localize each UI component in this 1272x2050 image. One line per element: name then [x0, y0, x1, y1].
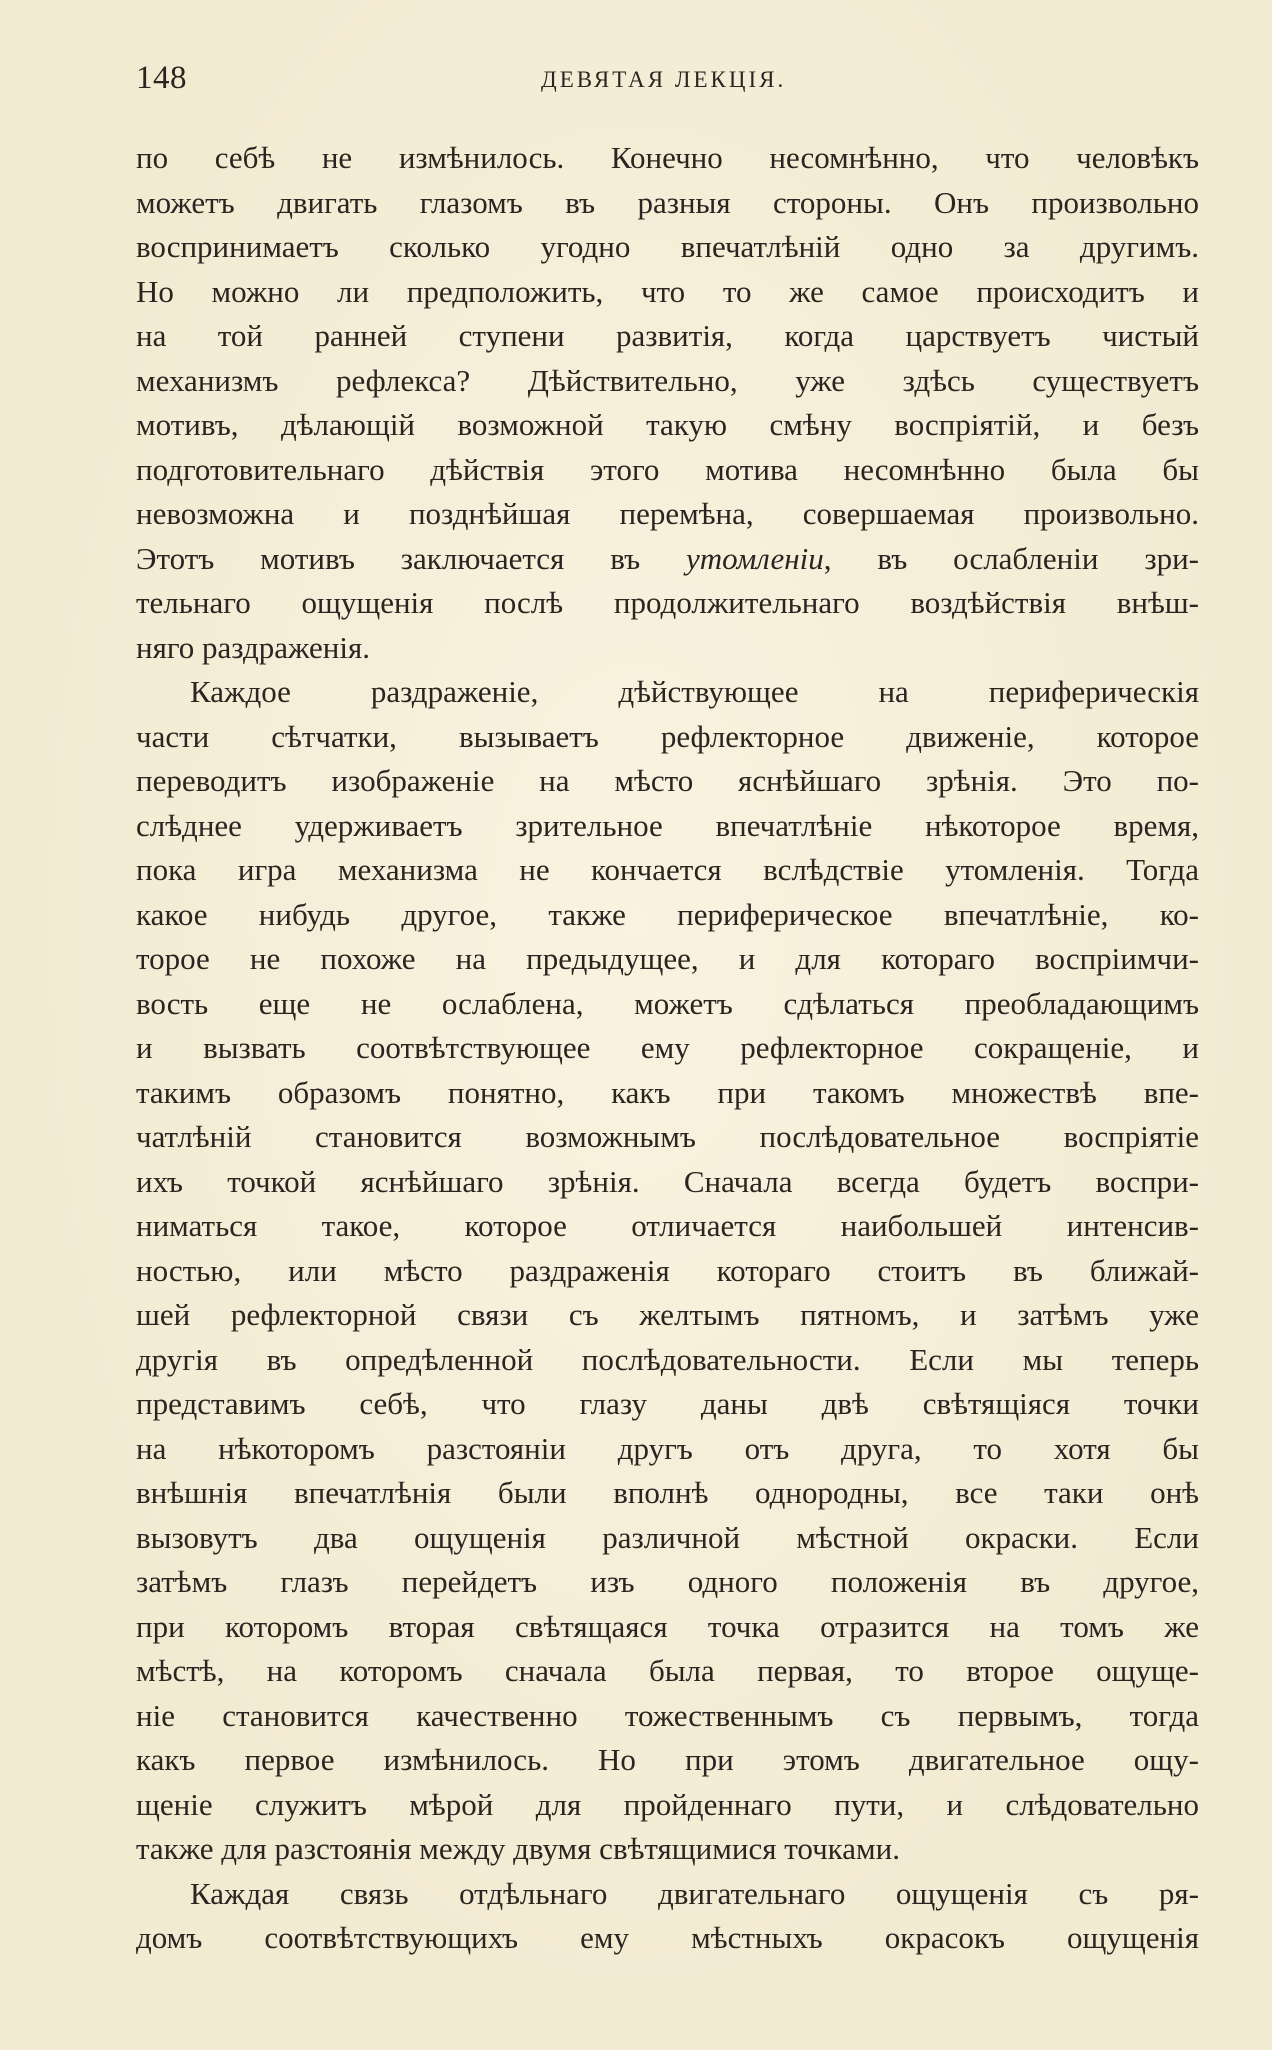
text-line: мотивъ, дѣлающій возможной такую смѣну воспріятій, и безъ — [136, 407, 1199, 442]
text-line: торое не похоже на предыдущее, и для котораго воспріимчи- — [136, 941, 1199, 976]
text-line: на нѣкоторомъ разстояніи другъ отъ друга, то хотя бы — [136, 1430, 1199, 1466]
text-line: ностью, или мѣсто раздраженія котораго стоитъ въ ближай- — [136, 1252, 1199, 1288]
text-line: щеніе служитъ мѣрой для пройденнаго пути, и слѣдовательно — [136, 1786, 1199, 1822]
text-line: няго раздраженія. — [136, 629, 370, 665]
text-line: части сѣтчатки, вызываетъ рефлекторное движеніе, которое — [136, 718, 1199, 754]
running-head — [136, 56, 1200, 100]
page-number: 148 — [136, 60, 187, 96]
text-line: вызовутъ два ощущенія различной мѣстной окраски. Если — [136, 1519, 1199, 1555]
text-line: представимъ себѣ, что глазу даны двѣ свѣтящіяся точки — [136, 1386, 1199, 1421]
text-line: домъ соотвѣтствующихъ ему мѣстныхъ окрасокъ ощущенія — [136, 1920, 1199, 1955]
text-line: механизмъ рефлекса? Дѣйствительно, уже здѣсь существуетъ — [136, 362, 1199, 398]
text-line: переводитъ изображеніе на мѣсто яснѣйшаго зрѣнія. Это по- — [136, 763, 1199, 798]
chapter-title: ДЕВЯТАЯ ЛЕКЦІЯ. — [541, 67, 787, 92]
text-line: вость еще не ослаблена, можетъ сдѣлаться преобладающимъ — [136, 985, 1199, 1021]
text-line: мѣстѣ, на которомъ сначала была первая, то второе ощуще- — [136, 1653, 1199, 1688]
text-line: невозможна и позднѣйшая перемѣна, совершаемая произвольно. — [136, 496, 1199, 531]
text-line: внѣшнія впечатлѣнія были вполнѣ однородны, все таки онѣ — [136, 1475, 1199, 1510]
text-run: , въ ослабленіи зри- — [823, 540, 1199, 576]
text-line: можетъ двигать глазомъ въ разныя стороны. Онъ произвольно — [136, 184, 1199, 220]
text-line: тельнаго ощущенія послѣ продолжительнаго воздѣйствія внѣш- — [136, 585, 1199, 620]
text-line: Но можно ли предположить, что то же самое происходитъ и — [136, 273, 1199, 309]
text-line: какъ первое измѣнилось. Но при этомъ двигательное ощу- — [136, 1742, 1199, 1777]
text-line: по себѣ не измѣнилось. Конечно несомнѣнно, что человѣкъ — [136, 140, 1199, 175]
text-line: при которомъ вторая свѣтящаяся точка отразится на томъ же — [136, 1608, 1199, 1644]
text-line: какое нибудь другое, также периферическое впечатлѣніе, ко- — [136, 896, 1199, 932]
emphasized-word: утомленіи — [685, 540, 824, 576]
text-line: воспринимаетъ сколько угодно впечатлѣній одно за другимъ. — [136, 229, 1199, 264]
text-line: на той ранней ступени развитія, когда царствуетъ чистый — [136, 318, 1199, 353]
text-line: слѣднее удерживаетъ зрительное впечатлѣніе нѣкоторое время, — [136, 807, 1199, 843]
text-line-with-emphasis — [136, 537, 1199, 582]
text-line: другія въ опредѣленной послѣдовательности. Если мы теперь — [136, 1341, 1199, 1377]
text-line: чатлѣній становится возможнымъ послѣдовательное воспріятіе — [136, 1119, 1199, 1154]
text-line: ниматься такое, которое отличается наибольшей интенсив- — [136, 1208, 1199, 1243]
text-line: затѣмъ глазъ перейдетъ изъ одного положенія въ другое, — [136, 1564, 1199, 1599]
text-line: такимъ образомъ понятно, какъ при такомъ множествѣ впе- — [136, 1074, 1199, 1110]
text-line: шей рефлекторной связи съ желтымъ пятномъ, и затѣмъ уже — [136, 1297, 1199, 1332]
text-run: Этотъ мотивъ заключается въ — [136, 540, 686, 576]
text-line: также для разстоянія между двумя свѣтящимися точками. — [136, 1831, 900, 1866]
body-text — [136, 136, 1199, 1961]
text-line: пока игра механизма не кончается вслѣдствіе утомленія. Тогда — [136, 852, 1199, 887]
text-line: ніе становится качественно тожественнымъ съ первымъ, тогда — [136, 1697, 1199, 1733]
text-line: подготовительнаго дѣйствія этого мотива несомнѣнно была бы — [136, 451, 1199, 487]
paragraph-first-line: Каждая связь отдѣльнаго двигательнаго ощущенія съ ря- — [190, 1875, 1199, 1911]
text-line: ихъ точкой яснѣйшаго зрѣнія. Сначала всегда будетъ воспри- — [136, 1163, 1199, 1199]
text-line: и вызвать соотвѣтствующее ему рефлекторное сокращеніе, и — [136, 1030, 1199, 1065]
paragraph-first-line: Каждое раздраженіе, дѣйствующее на периферическія — [190, 674, 1199, 709]
